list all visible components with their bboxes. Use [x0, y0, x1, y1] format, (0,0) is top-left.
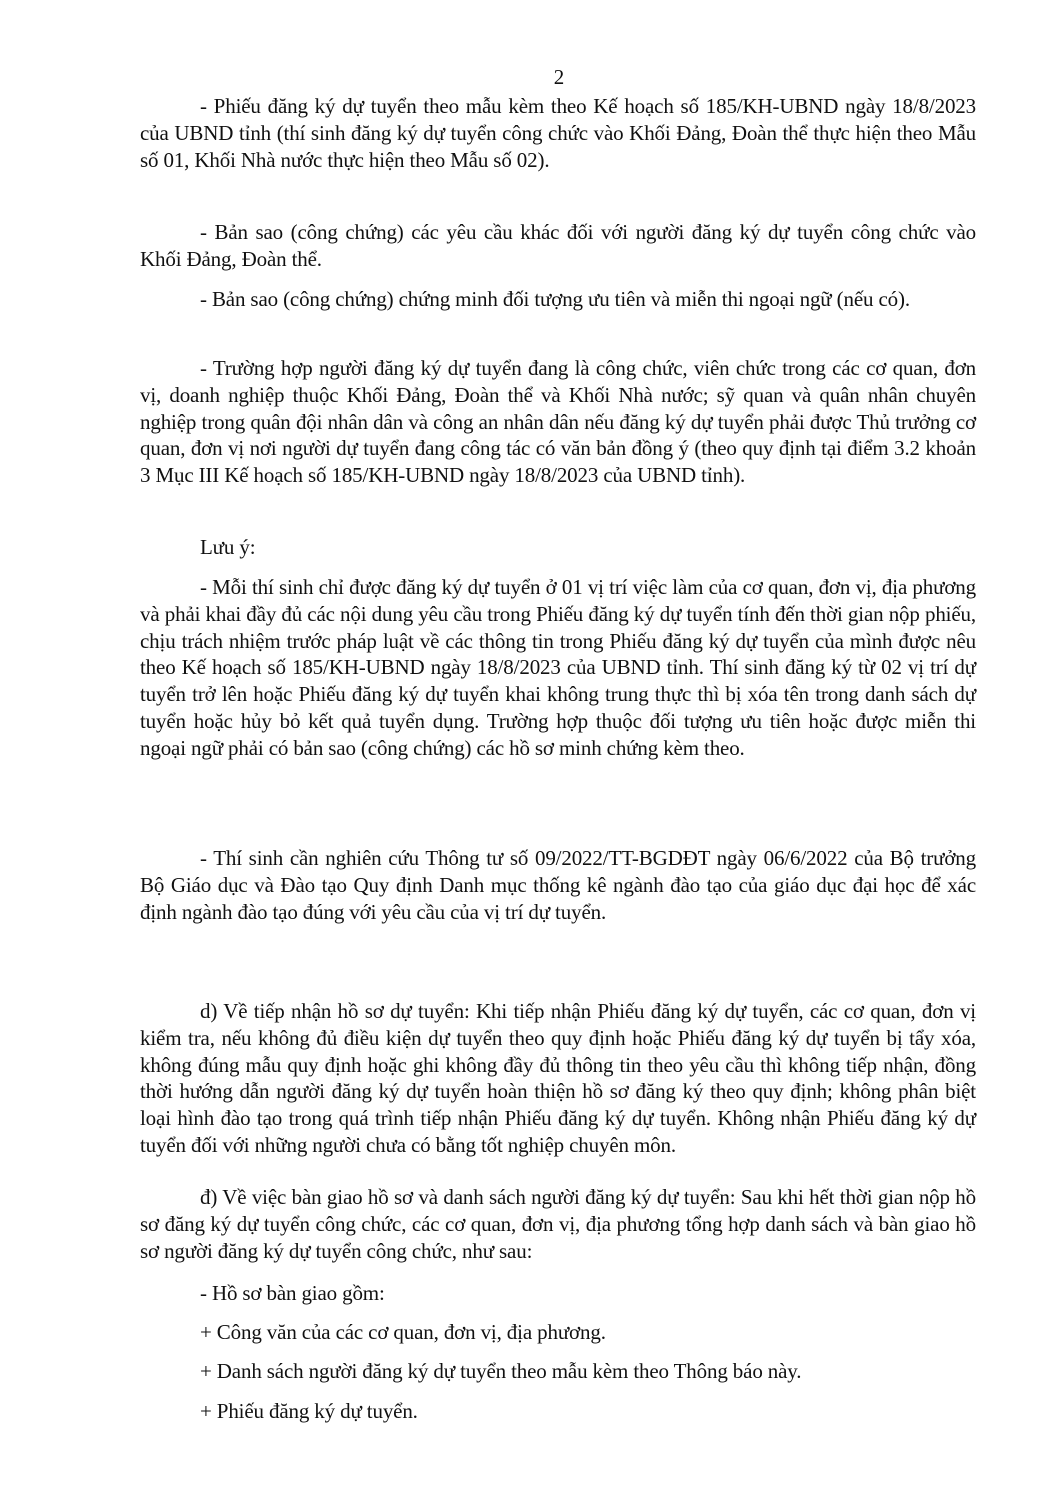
- list-item-official-letter: + Công văn của các cơ quan, đơn vị, địa phương.: [200, 1320, 606, 1344]
- paragraph-copies-requirements: - Bản sao (công chứng) các yêu cầu khác đối với người đăng ký dự tuyển công chức vào Khối Đảng, Đoàn thể.: [140, 220, 976, 271]
- paragraph-handover: đ) Về việc bàn giao hồ sơ và danh sách người đăng ký dự tuyển: Sau khi hết thời gian nộp hồ sơ đăng ký dự tuyển công chức, các cơ quan, đơn vị, địa phương tổng hợp danh sách và bàn giao hồ sơ người đăng ký dự tuyển công chức, như sau:: [140, 1185, 976, 1263]
- paragraph-note-heading: Lưu ý:: [200, 535, 256, 559]
- paragraph-application-form: - Phiếu đăng ký dự tuyển theo mẫu kèm theo Kế hoạch số 185/KH-UBND ngày 18/8/2023 của UBND tỉnh (thí sinh đăng ký dự tuyển công chức vào Khối Đảng, Đoàn thể thực hiện theo Mẫu số 01, Khối Nhà nước thực hiện theo Mẫu số 02).: [140, 94, 976, 172]
- list-item-applicant-list: + Danh sách người đăng ký dự tuyển theo mẫu kèm theo Thông báo này.: [200, 1359, 802, 1383]
- paragraph-single-position: - Mỗi thí sinh chỉ được đăng ký dự tuyển ở 01 vị trí việc làm của cơ quan, đơn vị, địa phương và phải khai đầy đủ các nội dung yêu cầu trong Phiếu đăng ký dự tuyển tính đến thời gian nộp phiếu, chịu trách nhiệm trước pháp luật về các thông tin trong Phiếu đăng ký dự tuyển của mình được nêu theo Kế hoạch số 185/KH-UBND ngày 18/8/2023 của UBND tỉnh. Thí sinh đăng ký từ 02 vị trí dự tuyển trở lên hoặc Phiếu đăng ký dự tuyển khai không trung thực thì bị xóa tên trong danh sách dự tuyển hoặc hủy bỏ kết quả tuyển dụng. Trường hợp thuộc đối tượng ưu tiên hoặc được miễn thi ngoại ngữ phải có bản sao (công chứng) các hồ sơ minh chứng kèm theo.: [140, 575, 976, 760]
- paragraph-priority-proof: - Bản sao (công chứng) chứng minh đối tượng ưu tiên và miễn thi ngoại ngữ (nếu có).: [200, 287, 910, 311]
- paragraph-handover-list: - Hồ sơ bàn giao gồm:: [200, 1281, 385, 1305]
- paragraph-circular-reference: - Thí sinh cần nghiên cứu Thông tư số 09/2022/TT-BGDĐT ngày 06/6/2022 của Bộ trưởng Bộ Giáo dục và Đào tạo Quy định Danh mục thống kê ngành đào tạo của giáo dục đại học để xác định ngành đào tạo đúng với yêu cầu của vị trí dự tuyển.: [140, 846, 976, 924]
- list-item-application-form: + Phiếu đăng ký dự tuyển.: [200, 1399, 418, 1423]
- page-number: 2: [553, 65, 565, 89]
- paragraph-receiving-applications: d) Về tiếp nhận hồ sơ dự tuyển: Khi tiếp nhận Phiếu đăng ký dự tuyển, các cơ quan, đơn vị kiểm tra, nếu không đủ điều kiện dự tuyển theo quy định hoặc Phiếu đăng ký dự tuyển bị tẩy xóa, không đúng mẫu quy định hoặc ghi không đầy đủ thông tin theo yêu cầu thì không tiếp nhận, đồng thời hướng dẫn người đăng ký dự tuyển hoàn thiện hồ sơ đăng ký theo quy định; không phân biệt loại hình đào tạo trong quá trình tiếp nhận Phiếu đăng ký dự tuyển. Không nhận Phiếu đăng ký dự tuyển đối với những người chưa có bằng tốt nghiệp chuyên môn.: [140, 999, 976, 1157]
- paragraph-employer-consent: - Trường hợp người đăng ký dự tuyển đang là công chức, viên chức trong các cơ quan, đơn vị, doanh nghiệp thuộc Khối Đảng, Đoàn thể và Khối Nhà nước; sỹ quan và quân nhân chuyên nghiệp trong quân đội nhân dân và công an nhân dân nếu đăng ký dự tuyển phải được Thủ trưởng cơ quan, đơn vị nơi người dự tuyển đang công tác có văn bản đồng ý (theo quy định tại điểm 3.2 khoản 3 Mục III Kế hoạch số 185/KH-UBND ngày 18/8/2023 của UBND tỉnh).: [140, 356, 976, 488]
